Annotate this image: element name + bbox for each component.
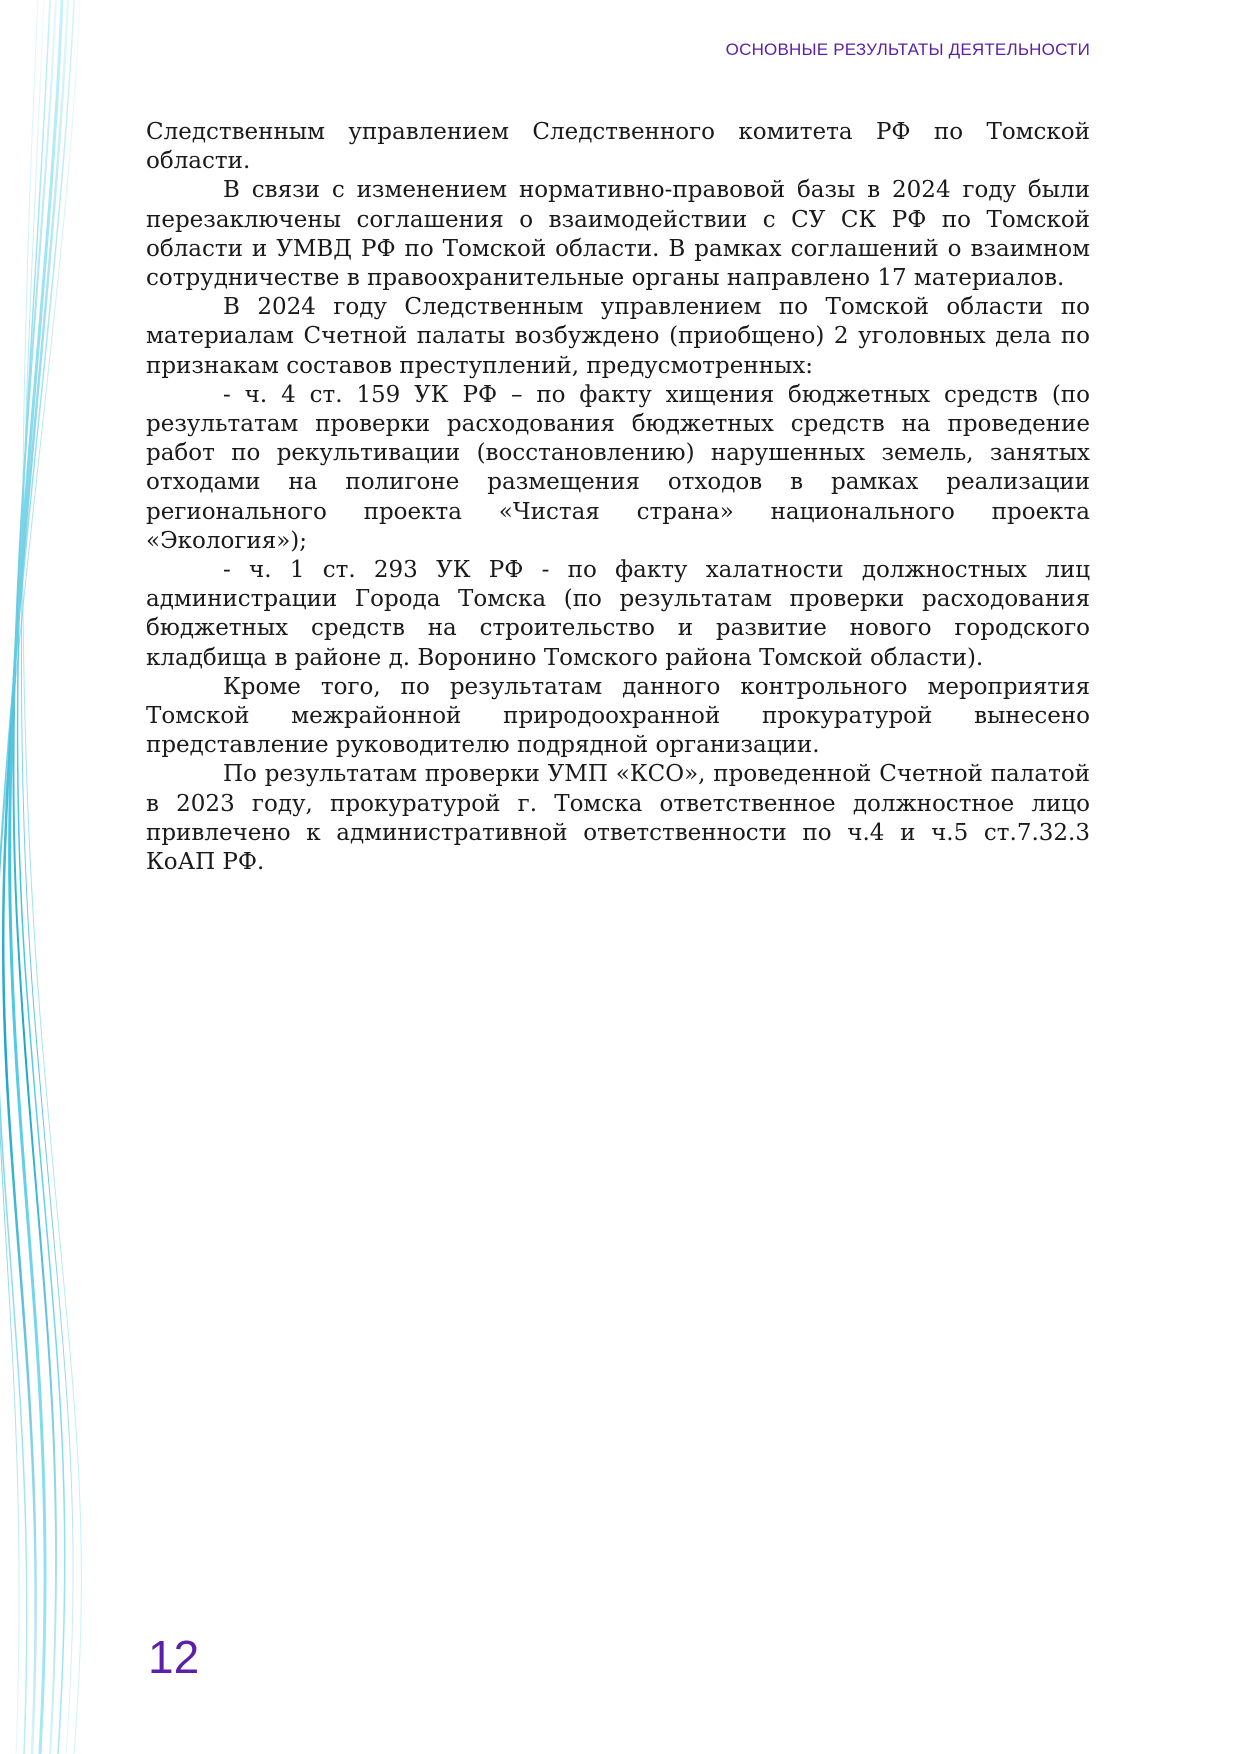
document-body: [146, 118, 1090, 877]
page-number: 12: [148, 1631, 200, 1683]
paragraph: Следственным управлением Следственного комитета РФ по Томской области.: [146, 119, 1090, 175]
decorative-ribbon: [0, 0, 120, 1754]
list-item: - ч. 1 ст. 293 УК РФ - по факту халатности должностных лиц администрации Города Томска (по результатам проверки расходования бюджетных средств на строительство и развитие нового городского кладбища в районе д. Воронино Томского района Томской области).: [146, 557, 1090, 671]
list-item: - ч. 4 ст. 159 УК РФ – по факту хищения бюджетных средств (по результатам проверки расходования бюджетных средств на проведение работ по рекультивации (восстановлению) нарушенных земель, занятых отходами на полигоне размещения отходов в рамках реализации регионального проекта «Чистая страна» национального проекта «Экология»);: [146, 381, 1090, 554]
paragraph: По результатам проверки УМП «КСО», проведенной Счетной палатой в 2023 году, прокуратурой г. Томска ответственное должностное лицо привлечено к административной ответственности по ч.4 и ч.5 ст.7.32.3 КоАП РФ.: [146, 761, 1090, 876]
paragraph: В связи с изменением нормативно-правовой базы в 2024 году были перезаключены соглашения о взаимодействии с СУ СК РФ по Томской области и УМВД РФ по Томской области. В рамках соглашений о взаимном сотрудничестве в правоохранительные органы направлено 17 материалов.: [146, 177, 1090, 292]
page-header: ОСНОВНЫЕ РЕЗУЛЬТАТЫ ДЕЯТЕЛЬНОСТИ: [725, 40, 1090, 59]
paragraph: В 2024 году Следственным управлением по Томской области по материалам Счетной палаты возбуждено (приобщено) 2 уголовных дела по признакам составов преступлений, предусмотренных:: [146, 294, 1090, 379]
paragraph: Кроме того, по результатам данного контрольного мероприятия Томской межрайонной природоохранной прокуратурой вынесено представление руководителю подрядной организации.: [146, 673, 1090, 759]
